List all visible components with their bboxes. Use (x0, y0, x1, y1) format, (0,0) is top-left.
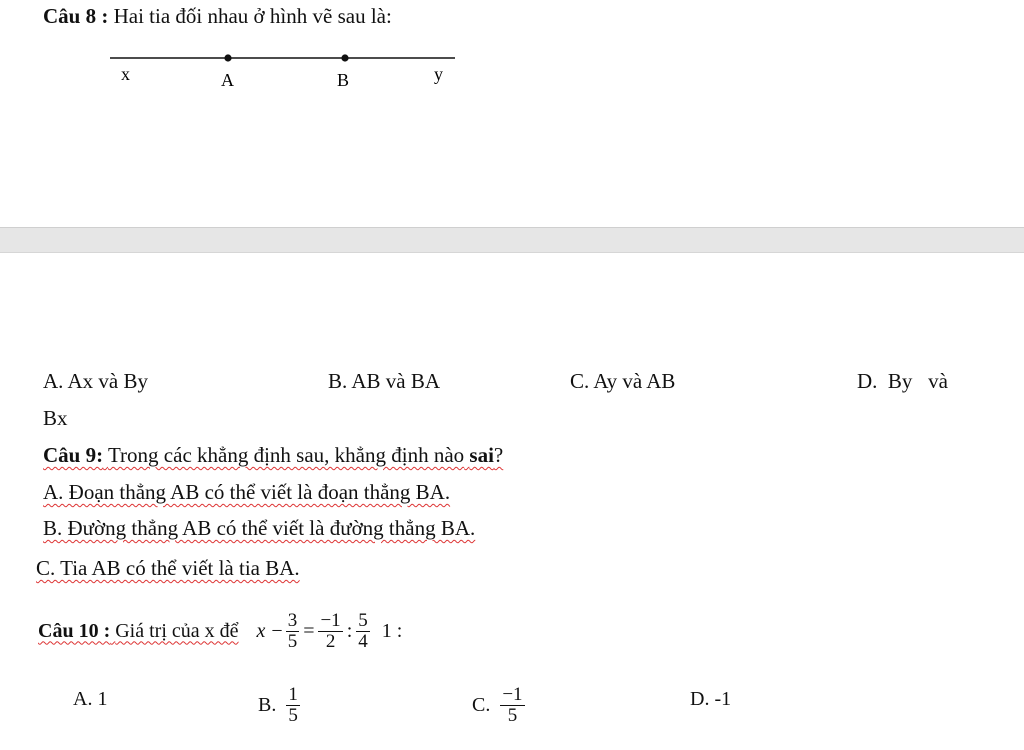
point-b-label: B (337, 70, 350, 90)
point-x-label: x (121, 64, 130, 84)
q8-option-a[interactable]: A. Ax và By (43, 369, 148, 393)
q10-option-a[interactable]: A. 1 (73, 688, 108, 710)
q10-option-b-label: B. (258, 693, 277, 716)
q10-label: Câu 10 : (38, 619, 111, 642)
q10-fraction-3: $\frac{5}{4}$ (358, 609, 368, 652)
q8-option-d[interactable]: D. By và (857, 369, 948, 393)
q8-option-d-continued: Bx (43, 406, 68, 430)
q9-question-mark: ? (493, 443, 504, 467)
q9-text: Trong các khẳng định sau, khẳng định nào (107, 443, 465, 467)
point-y-label: y (434, 64, 443, 84)
q8-option-b[interactable]: B. AB và BA (328, 369, 441, 393)
point-b-dot (341, 54, 348, 61)
q8-option-c[interactable]: C. Ay và AB (570, 369, 676, 393)
q10-option-b-fraction: $\frac{1}{5}$ (288, 683, 298, 726)
q10-equals: = (303, 619, 315, 642)
q10-option-c-label: C. (472, 693, 491, 716)
q10-tail: 1 : (381, 619, 403, 642)
q10-minus: − (271, 619, 283, 642)
q9-emphasis: sai (469, 443, 494, 467)
q10-option-b[interactable] (258, 672, 300, 738)
q8-label: Câu 8 : (43, 4, 109, 28)
point-a-dot (224, 54, 231, 61)
page-separator (0, 227, 1024, 253)
q8-text: Hai tia đối nhau ở hình vẽ sau là: (113, 4, 392, 28)
q9-option-a[interactable]: A. Đoạn thẳng AB có thể viết là đoạn thẳng BA. (43, 480, 451, 504)
q10-fraction-1: $\frac{3}{5}$ (287, 609, 298, 652)
q10-option-c[interactable] (472, 672, 525, 738)
q9-option-c[interactable]: C. Tia AB có thể viết là tia BA. (36, 556, 300, 580)
q10-option-d[interactable]: D. -1 (690, 688, 732, 710)
point-a-label: A (221, 70, 234, 90)
q10-text: Giá trị của x để (115, 619, 239, 642)
q10-colon: : (346, 619, 353, 642)
q8-heading (43, 4, 392, 29)
q8-figure (100, 44, 470, 100)
q9-label: Câu 9: (43, 443, 104, 467)
q10-option-c-fraction: $\frac{-1}{5}$ (502, 683, 523, 726)
q10-var-x: x (256, 619, 266, 642)
q10-fraction-2: $\frac{-1}{2}$ (320, 609, 341, 652)
q9-heading (43, 443, 503, 468)
q9-option-b[interactable]: B. Đường thẳng AB có thể viết là đường thẳng BA. (43, 516, 476, 540)
q10-heading (38, 598, 402, 664)
